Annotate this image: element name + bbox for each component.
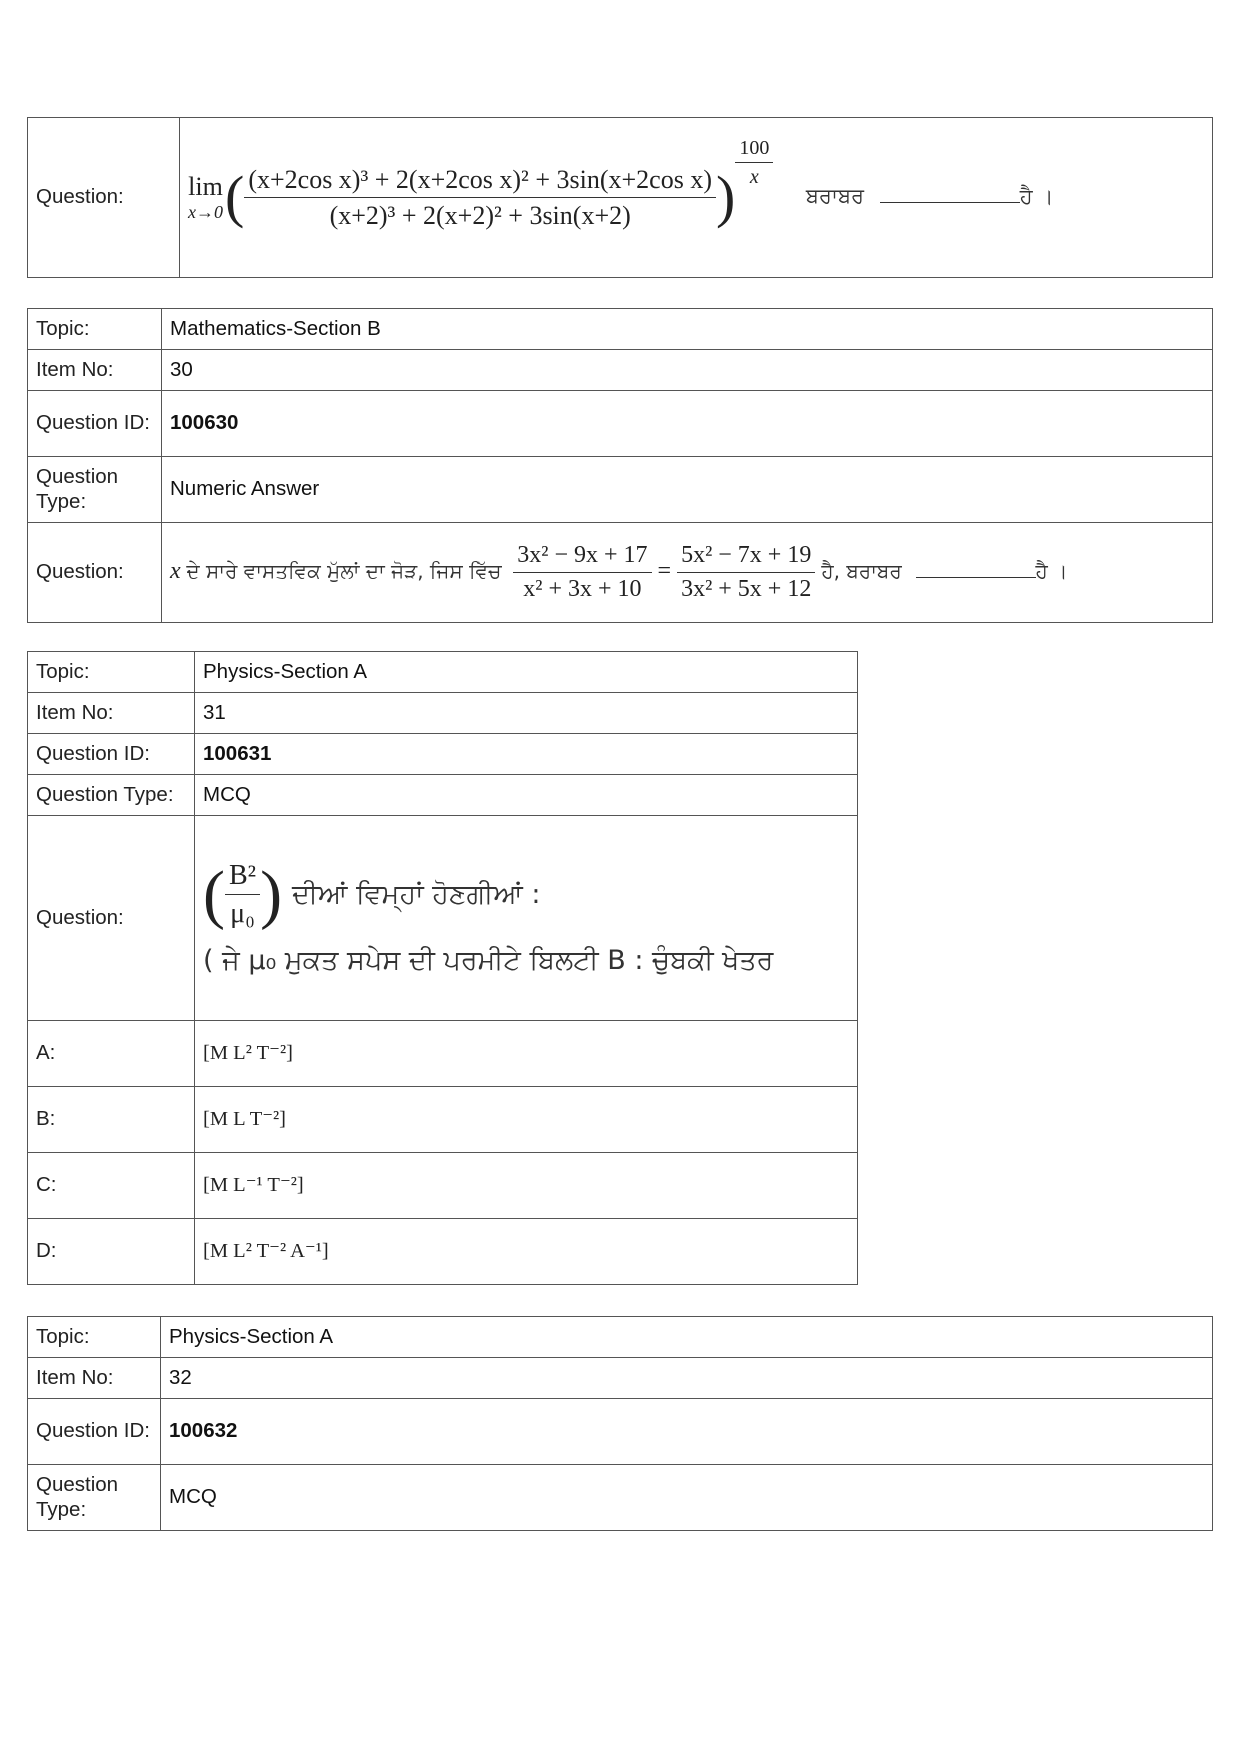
limit-numerator: (x+2cos x)³ + 2(x+2cos x)² + 3sin(x+2cos x) — [244, 164, 716, 198]
dimension-expression — [203, 859, 282, 931]
fraction-numerator: B² — [225, 859, 260, 896]
question-id-value: 100632 — [161, 1399, 1213, 1465]
fraction-denominator: μ₀ — [230, 898, 255, 930]
question-29-table — [27, 117, 1213, 278]
option-a-value: [M L² T⁻²] — [195, 1021, 858, 1087]
answer-blank — [880, 202, 1020, 203]
b-squared-over-mu — [225, 859, 260, 931]
question-id-label: Question ID: — [28, 1399, 161, 1465]
item-value: 32 — [161, 1358, 1213, 1399]
option-c-value: [M L⁻¹ T⁻²] — [195, 1153, 858, 1219]
question-label: Question: — [28, 816, 195, 1021]
question-type-value: MCQ — [195, 775, 858, 816]
item-value: 31 — [195, 693, 858, 734]
rhs-numerator: 5x² − 7x + 19 — [677, 541, 815, 573]
item-label: Item No: — [28, 350, 162, 391]
topic-label: Topic: — [28, 652, 195, 693]
question-type-value: Numeric Answer — [162, 457, 1213, 523]
answer-blank — [916, 577, 1036, 578]
question-id-label: Question ID: — [28, 391, 162, 457]
exponent-denominator: x — [749, 165, 759, 188]
question-id-value: 100631 — [195, 734, 858, 775]
question-32-table — [27, 1316, 1213, 1531]
item-value: 30 — [162, 350, 1213, 391]
question-31-table — [27, 651, 858, 1285]
limit-fraction — [244, 164, 716, 231]
limit-operator — [188, 171, 223, 224]
option-a-label: A: — [28, 1021, 195, 1087]
option-d-value: [M L² T⁻² A⁻¹] — [195, 1219, 858, 1285]
question-content — [162, 523, 1213, 623]
equation — [513, 542, 821, 602]
sentence-end: ਹੈ । — [1035, 559, 1068, 584]
sentence-end: ਹੈ । — [1019, 184, 1054, 209]
question-content — [195, 816, 858, 1021]
question-label: Question: — [28, 118, 180, 278]
topic-label: Topic: — [28, 1317, 161, 1358]
equals-sign: = — [657, 558, 672, 585]
question-text-line2: ( ਜੇ μ₀ ਮੁਕਤ ਸਪੇਸ ਦੀ ਪਰਮੀਟੇ ਬਿਲਟੀ B : ਚੁੰਬਕੀ ਖੇਤਰ — [203, 944, 774, 976]
close-paren: ) — [716, 164, 736, 230]
option-c-label: C: — [28, 1153, 195, 1219]
topic-label: Topic: — [28, 309, 162, 350]
variable-x: x — [170, 558, 181, 585]
question-type-label: Question Type: — [28, 457, 162, 523]
rhs-fraction — [677, 541, 815, 604]
question-30-table — [27, 308, 1213, 623]
equals-text: ਬਰਾਬਰ — [805, 184, 865, 209]
item-label: Item No: — [28, 1358, 161, 1399]
question-id-label: Question ID: — [28, 734, 195, 775]
question-label: Question: — [28, 523, 162, 623]
topic-value: Physics-Section A — [195, 652, 858, 693]
limit-denominator: (x+2)³ + 2(x+2)² + 3sin(x+2) — [329, 201, 631, 230]
limit-expression — [188, 136, 780, 230]
close-paren: ) — [260, 857, 283, 931]
question-type-label: Question Type: — [28, 1465, 161, 1531]
equals-text: ਹੈ, ਬਰਾਬਰ — [821, 559, 902, 584]
rhs-denominator: 3x² + 5x + 12 — [681, 576, 812, 602]
lim-subscript: x→0 — [188, 202, 223, 223]
exponent-numerator: 100 — [735, 136, 773, 163]
question-id-value: 100630 — [162, 391, 1213, 457]
exponent-fraction — [735, 136, 773, 189]
topic-value: Mathematics-Section B — [162, 309, 1213, 350]
option-b-value: [M L T⁻²] — [195, 1087, 858, 1153]
option-b-label: B: — [28, 1087, 195, 1153]
question-text-line1: ਦੀਆਂ ਵਿਮ੍ਹਾਂ ਹੋਣਗੀਆਂ : — [292, 878, 541, 910]
question-type-value: MCQ — [161, 1465, 1213, 1531]
question-type-label: Question Type: — [28, 775, 195, 816]
question-text: ਦੇ ਸਾਰੇ ਵਾਸਤਵਿਕ ਮੁੱਲਾਂ ਦਾ ਜੋੜ, ਜਿਸ ਵਿੱਚ — [186, 559, 502, 584]
lhs-numerator: 3x² − 9x + 17 — [513, 541, 651, 573]
lhs-denominator: x² + 3x + 10 — [523, 576, 642, 602]
option-d-label: D: — [28, 1219, 195, 1285]
topic-value: Physics-Section A — [161, 1317, 1213, 1358]
lim-text: lim — [188, 172, 223, 202]
open-paren: ( — [225, 164, 245, 230]
question-content — [180, 118, 1213, 278]
item-label: Item No: — [28, 693, 195, 734]
open-paren: ( — [203, 857, 225, 931]
lhs-fraction — [513, 541, 651, 604]
